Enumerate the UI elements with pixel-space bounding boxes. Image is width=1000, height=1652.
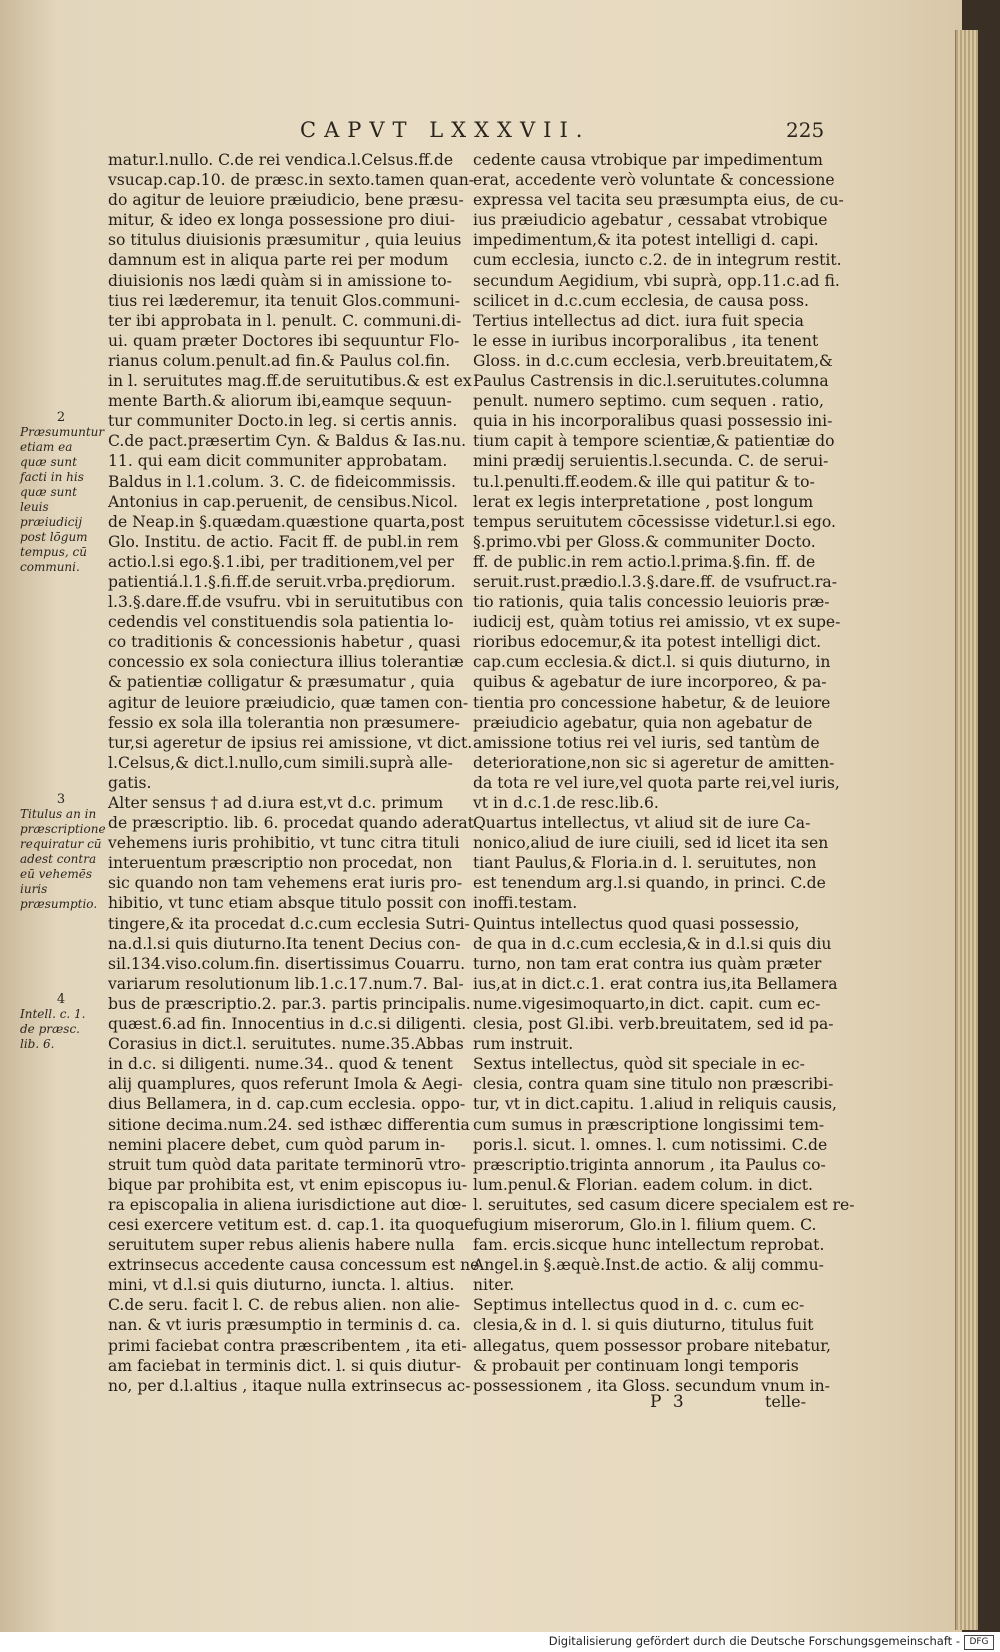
- catchword: telle-: [765, 1392, 807, 1411]
- text-line: vsucap.cap.10. de præsc.in sexto.tamen quan-: [108, 171, 475, 190]
- page-number: 225: [786, 118, 825, 142]
- text-line: mini prædij seruientis.l.secunda. C. de serui-: [473, 452, 829, 471]
- text-line: quæst.6.ad fin. Innocentius in d.c.si diligenti.: [108, 1015, 467, 1034]
- text-line: cedendis vel constituendis sola patientia lo-: [108, 613, 454, 632]
- text-line: clesia, contra quam sine titulo non præscribi-: [473, 1075, 834, 1094]
- text-line: Gloss. in d.c.cum ecclesia, verb.breuitatem,&: [473, 351, 833, 370]
- text-line: damnum est in aliqua parte rei per modum: [108, 251, 449, 270]
- text-line: expressa vel tacita seu præsumpta eius, de cu-: [473, 191, 844, 210]
- marginal-note-4: [20, 992, 102, 1052]
- text-line: actio.l.si ego.§.1.ibi, per traditionem,vel per: [108, 552, 454, 571]
- text-line: allegatus, quem possessor probare nitebatur,: [473, 1336, 831, 1355]
- text-line: nume.vigesimoquarto,in dict. capit. cum ec-: [473, 994, 821, 1013]
- text-line: tio rationis, quia talis concessio leuioris præ-: [473, 593, 830, 612]
- digitization-bar: [0, 1632, 1000, 1652]
- text-line: ter ibi approbata in l. penult. C. communi.di-: [108, 311, 462, 330]
- text-line: quibus & agebatur de iure incorporeo, & pa-: [473, 673, 827, 692]
- text-line: §.primo.vbi per Gloss.& communiter Docto.: [473, 532, 816, 551]
- marginal-note-text: Titulus an in præscriptione requiratur cū adest contra eū vehemēs iuris præsumptio.: [20, 807, 106, 911]
- text-line: so titulus diuisionis præsumitur , quia leuius: [108, 231, 462, 250]
- marginal-note-2: [20, 410, 105, 575]
- text-line: fessio ex sola illa tolerantia non præsumere-: [108, 713, 460, 732]
- text-line: clesia, post Gl.ibi. verb.breuitatem, sed id pa-: [473, 1015, 834, 1034]
- text-line: struit tum quòd data paritate terminorū vtro-: [108, 1155, 466, 1174]
- text-line: 11. qui eam dicit communiter approbatam.: [108, 452, 448, 471]
- text-line: penult. numero septimo. cum sequen . ratio,: [473, 392, 824, 411]
- text-line: tiant Paulus,& Floria.in d. l. seruitutes, non: [473, 854, 817, 873]
- text-line: variarum resolutionum lib.1.c.17.num.7. Bal-: [108, 974, 464, 993]
- text-line: mente Barth.& aliorum ibi,eamque sequun-: [108, 392, 452, 411]
- text-line: gatis.: [108, 773, 152, 792]
- text-line: in l. seruitutes mag.ff.de seruitutibus.& est ex: [108, 372, 472, 391]
- text-line: iudicij est, quàm totius rei amissio, vt ex supe-: [473, 613, 841, 632]
- text-line: de Neap.in §.quædam.quæstione quarta,post: [108, 512, 465, 531]
- text-line: Tertius intellectus ad dict. iura fuit specia: [473, 311, 804, 330]
- text-line: Quintus intellectus quod quasi possessio,: [473, 914, 800, 933]
- text-line: mitur, & ideo ex longa possessione pro diui-: [108, 211, 456, 230]
- text-line: cum ecclesia, iuncto c.2. de in integrum restit.: [473, 251, 842, 270]
- marginal-note-text: Præsumuntur etiam ea quæ sunt facti in his quæ sunt leuis præiudicij post lōgum tempus, cū communi.: [20, 425, 105, 574]
- signature-mark: P 3: [650, 1392, 687, 1412]
- text-line: co traditionis & concessionis habetur , quasi: [108, 633, 461, 652]
- text-line: Septimus intellectus quod in d. c. cum ec-: [473, 1296, 805, 1315]
- text-line: cesi exercere vetitum est. d. cap.1. ita quoque: [108, 1215, 474, 1234]
- dfg-logo: DFG: [964, 1635, 994, 1650]
- text-line: est tenendum arg.l.si quando, in princi. C.de: [473, 874, 826, 893]
- text-line: tur,si ageretur de ipsius rei amissione, vt dict.: [108, 733, 473, 752]
- text-line: concessio ex sola coniectura illius tolerantiæ: [108, 653, 464, 672]
- text-line: am faciebat in terminis dict. l. si quis diutur-: [108, 1356, 462, 1375]
- text-line: nonico,aliud de iure ciuili, sed id licet ita sen: [473, 834, 829, 853]
- text-line: tingere,& ita procedat d.c.cum ecclesia Sutri-: [108, 914, 470, 933]
- text-line: na.d.l.si quis diuturno.Ita tenent Decius con-: [108, 934, 461, 953]
- text-line: ra episcopalia in aliena iurisdictione aut diœ-: [108, 1195, 467, 1214]
- text-line: scilicet in d.c.cum ecclesia, de causa poss.: [473, 291, 809, 310]
- text-line: vt in d.c.1.de resc.lib.6.: [473, 794, 659, 812]
- text-line: præscriptio.triginta annorum , ita Paulus co-: [473, 1155, 826, 1174]
- text-line: bique par prohibita est, vt enim episcopus iu-: [108, 1175, 468, 1194]
- text-line: rioribus edocemur,& ita potest intelligi dict.: [473, 633, 822, 652]
- text-line: sic quando non tam vehemens erat iuris pro-: [108, 874, 463, 893]
- digitization-note: Digitalisierung gefördert durch die Deutsche Forschungsgemeinschaft -: [548, 1634, 960, 1648]
- text-line: extrinsecus accedente causa concessum est ne: [108, 1256, 480, 1275]
- text-line: Quartus intellectus, vt aliud sit de iure Ca-: [473, 814, 811, 833]
- text-line: lum.penul.& Florian. eadem colum. in dict.: [473, 1175, 813, 1194]
- text-line: turno, non tam erat contra ius quàm præter: [473, 954, 822, 973]
- text-line: matur.l.nullo. C.de rei vendica.l.Celsus.ff.de: [108, 151, 454, 169]
- text-line: diuisionis nos lædi quàm si in amissione to-: [108, 271, 452, 290]
- text-line: inoffi.testam.: [473, 894, 578, 913]
- marginal-note-number: 3: [56, 792, 66, 807]
- text-line: quia in his incorporalibus quasi possessio ini-: [473, 412, 833, 431]
- text-line: poris.l. sicut. l. omnes. l. cum notissimi. C.de: [473, 1135, 828, 1154]
- text-line: cum sumus in præscriptione longissimi tem-: [473, 1115, 825, 1134]
- text-line: cedente causa vtrobique par impedimentum: [473, 151, 823, 169]
- text-line: C.de seru. facit l. C. de rebus alien. non alie-: [108, 1296, 460, 1315]
- page-edge: [955, 30, 978, 1630]
- text-line: alij quamplures, quos referunt Imola & Aegi-: [108, 1075, 463, 1094]
- text-line: secundum Aegidium, vbi suprà, opp.11.c.ad fi.: [473, 271, 840, 290]
- text-line: erat, accedente verò voluntate & concessione: [473, 171, 835, 190]
- text-line: Sextus intellectus, quòd sit speciale in ec-: [473, 1055, 805, 1074]
- text-line: bus de præscriptio.2. par.3. partis principalis.: [108, 994, 471, 1013]
- text-line: nan. & vt iuris præsumptio in terminis d. ca.: [108, 1316, 461, 1335]
- text-line: nemini placere debet, cum quòd parum in-: [108, 1135, 446, 1154]
- text-line: l.3.§.dare.ff.de vsufru. vbi in seruitutibus con: [108, 593, 464, 612]
- text-line: ius præiudicio agebatur , cessabat vtrobique: [473, 211, 828, 230]
- text-line: Baldus in l.1.colum. 3. C. de fideicommissis.: [108, 472, 456, 491]
- text-line: Angel.in §.æquè.Inst.de actio. & alij commu-: [473, 1256, 824, 1275]
- text-line: tius rei læderemur, ita tenuit Glos.communi-: [108, 291, 461, 310]
- text-line: tium capit à tempore scientiæ,& patientiæ do: [473, 432, 835, 451]
- marginal-note-3: [20, 792, 106, 912]
- text-line: in d.c. si diligenti. nume.34.. quod & tenent: [108, 1055, 453, 1074]
- text-line: ius,at in dict.c.1. erat contra ius,ita Bellamera: [473, 974, 838, 993]
- text-line: l. seruitutes, sed casum dicere specialem est re-: [473, 1195, 855, 1214]
- text-line: Paulus Castrensis in dic.l.seruitutes.columna: [473, 372, 829, 391]
- text-line: interuentum præscriptio non procedat, non: [108, 854, 453, 873]
- text-line: patientiá.l.1.§.fi.ff.de seruit.vrba.prędiorum.: [108, 572, 456, 591]
- text-line: seruit.rust.prædio.l.3.§.dare.ff. de vsufruct.ra-: [473, 572, 837, 591]
- text-line: amissione totius rei vel iuris, sed tantùm de: [473, 733, 820, 752]
- text-line: l.Celsus,& dict.l.nullo,cum simili.suprà alle-: [108, 753, 453, 772]
- text-line: sil.134.viso.colum.fin. disertissimus Couarru.: [108, 954, 466, 973]
- text-line: de qua in d.c.cum ecclesia,& in d.l.si quis diu: [473, 934, 832, 953]
- text-line: seruitutem super rebus alienis habere nulla: [108, 1236, 455, 1255]
- text-line: deterioratione,non sic si ageretur de amitten-: [473, 753, 835, 772]
- text-line: mini, vt d.l.si quis diuturno, iuncta. l. altius.: [108, 1276, 455, 1295]
- text-line: possessionem , ita Gloss. secundum vnum in-: [473, 1376, 830, 1395]
- text-line: rum instruit.: [473, 1035, 574, 1054]
- text-line: ui. quam præter Doctores ibi sequuntur Flo-: [108, 331, 460, 350]
- text-line: agitur de leuiore præiudicio, quæ tamen con-: [108, 693, 469, 712]
- text-line: fugium miserorum, Glo.in l. filium quem. C.: [473, 1215, 817, 1234]
- marginal-note-number: 4: [56, 992, 66, 1007]
- text-line: C.de pact.præsertim Cyn. & Baldus & Ias.nu.: [108, 432, 467, 451]
- marginal-note-number: 2: [56, 410, 66, 425]
- running-title: CAPVT LXXXVII.: [300, 118, 591, 142]
- text-line: rianus colum.penult.ad fin.& Paulus col.fin.: [108, 351, 451, 370]
- text-line: niter.: [473, 1276, 515, 1295]
- text-line: clesia,& in d. l. si quis diuturno, titulus fuit: [473, 1316, 814, 1335]
- text-line: Glo. Institu. de actio. Facit ff. de publ.in rem: [108, 532, 459, 551]
- text-line: hibitio, vt tunc etiam absque titulo possit con: [108, 894, 467, 913]
- text-line: do agitur de leuiore præiudicio, bene præsu-: [108, 191, 464, 210]
- text-line: & probauit per continuam longi temporis: [473, 1356, 799, 1375]
- text-line: dius Bellamera, in d. cap.cum ecclesia. oppo-: [108, 1095, 466, 1114]
- text-line: & patientiæ colligatur & præsumatur , quia: [108, 673, 455, 692]
- text-line: cap.cum ecclesia.& dict.l. si quis diuturno, in: [473, 653, 831, 672]
- text-line: Antonius in cap.peruenit, de censibus.Nicol.: [108, 492, 458, 511]
- text-line: tientia pro concessione habetur, & de leuiore: [473, 693, 831, 712]
- text-line: primi faciebat contra præscribentem , ita eti-: [108, 1336, 467, 1355]
- text-line: de præscriptio. lib. 6. procedat quando aderat: [108, 814, 474, 833]
- right-column: [473, 150, 855, 1396]
- marginal-note-text: Intell. c. 1. de præsc. lib. 6.: [20, 1007, 86, 1051]
- text-line: tempus seruitutem cōcessisse videtur.l.si ego.: [473, 512, 836, 531]
- text-line: da tota re vel iure,vel quota parte rei,vel iuris,: [473, 773, 840, 792]
- text-line: no, per d.l.altius , itaque nulla extrinsecus ac-: [108, 1376, 471, 1395]
- text-line: tur, vt in dict.capitu. 1.aliud in reliquis causis,: [473, 1095, 837, 1114]
- text-line: le esse in iuribus incorporalibus , ita tenent: [473, 331, 819, 350]
- left-column: [108, 150, 480, 1396]
- text-line: fam. ercis.sicque hunc intellectum reprobat.: [473, 1236, 825, 1255]
- text-line: impedimentum,& ita potest intelligi d. capi.: [473, 231, 819, 250]
- text-line: Corasius in dict.l. seruitutes. nume.35.Abbas: [108, 1035, 464, 1054]
- text-line: tur communiter Docto.in leg. si certis annis.: [108, 412, 458, 431]
- text-line: ff. de public.in rem actio.l.prima.§.fin. ff. de: [473, 552, 816, 571]
- text-line: Alter sensus † ad d.iura est,vt d.c. primum: [108, 794, 444, 812]
- text-line: vehemens iuris prohibitio, vt tunc citra tituli: [108, 834, 460, 853]
- text-line: præiudicio agebatur, quia non agebatur de: [473, 713, 813, 732]
- text-line: tu.l.penulti.ff.eodem.& ille qui patitur & to-: [473, 472, 815, 491]
- text-line: sitione decima.num.24. sed isthæc differentia: [108, 1115, 470, 1134]
- text-line: lerat ex legis interpretatione , post longum: [473, 492, 814, 511]
